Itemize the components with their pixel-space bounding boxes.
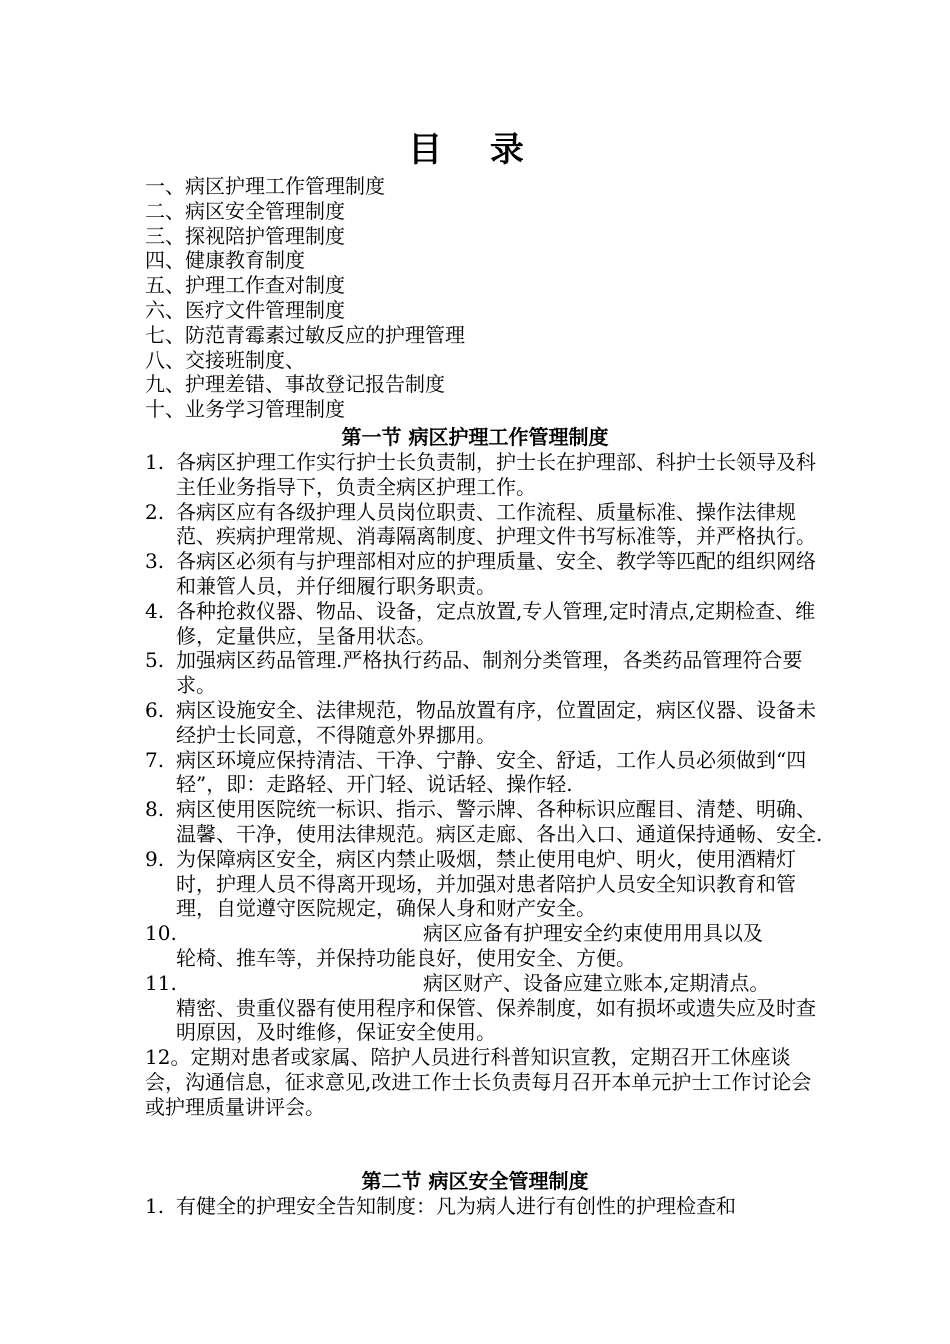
item-text: 有健全的护理安全告知制度：凡为病人进行有创性的护理检查和 xyxy=(176,1194,736,1218)
table-of-contents xyxy=(145,174,465,422)
toc-item: 七、防范青霉素过敏反应的护理管理 xyxy=(145,322,465,347)
item-number: 1. xyxy=(145,450,165,474)
toc-item: 九、护理差错、事故登记报告制度 xyxy=(145,372,445,397)
item-text: 各种抢救仪器、物品、设备，定点放置,专人管理,定时清点,定期检查、维修，定量供应，呈备用状态。 xyxy=(176,598,816,648)
item-text: 轮椅、推车等，并保持功能良好，使用安全、方便。 xyxy=(176,945,636,970)
item-text: 各病区必须有与护理部相对应的护理质量、安全、教学等匹配的组织网络和兼管人员，并仔细履行职务职责。 xyxy=(176,549,816,598)
list-item xyxy=(145,599,825,649)
item-number: 5. xyxy=(145,648,165,673)
item-number: 7. xyxy=(145,747,165,772)
toc-item: 六、医疗文件管理制度 xyxy=(145,297,345,322)
toc-item: 八、交接班制度、 xyxy=(145,347,305,372)
item-number: 2. xyxy=(145,499,165,524)
item-number: 8. xyxy=(145,797,165,822)
section-1-body xyxy=(145,450,825,1120)
section-2-heading: 第二节 病区安全管理制度 xyxy=(361,1169,589,1193)
item-number: 10. xyxy=(145,921,177,946)
list-item xyxy=(145,698,825,748)
list-item xyxy=(145,748,825,798)
item-number: 11. xyxy=(145,970,177,995)
item-text: 加强病区药品管理.严格执行药品、制剂分类管理，各类药品管理符合要求。 xyxy=(176,648,803,698)
item-number: 4. xyxy=(145,598,165,623)
toc-item: 二、病区安全管理制度 xyxy=(145,198,345,223)
toc-item: 一、病区护理工作管理制度 xyxy=(145,174,385,198)
item-number: 9. xyxy=(145,846,165,871)
item-text: 病区环境应保持清洁、干净、宁静、安全、舒适，工作人员必须做到“四轻”，即：走路轻、开门轻、说话轻、操作轻. xyxy=(176,747,807,797)
list-item: 12。定期对患者或家属、陪护人员进行科普知识宣教，定期召开工休座谈会，沟通信息，征求意见,改进工作士长负责每月召开本单元护士工作讨论会或护理质量讲评会。 xyxy=(145,1045,812,1119)
section-2-body xyxy=(145,1194,825,1219)
item-first-line xyxy=(145,921,825,946)
list-item xyxy=(145,549,825,599)
toc-item: 四、健康教育制度 xyxy=(145,248,305,273)
list-item xyxy=(145,847,825,921)
item-text: 精密、贵重仪器有使用程序和保管、保养制度，如有损坏或遗失应及时查明原因，及时维修，保证安全使用。 xyxy=(176,995,816,1045)
list-item xyxy=(145,797,825,847)
section-1-heading: 第一节 病区护理工作管理制度 xyxy=(341,425,609,449)
toc-item: 三、探视陪护管理制度 xyxy=(145,223,345,248)
item-number: 3. xyxy=(145,549,165,574)
item-text: 病区财产、设备应建立账本,定期清点。 xyxy=(423,970,770,995)
item-text: 病区应备有护理安全约束使用用具以及 xyxy=(423,921,763,946)
item-text: 病区设施安全、法律规范，物品放置有序，位置固定，病区仪器、设备未经护士长同意，不得随意外界挪用。 xyxy=(176,697,816,747)
toc-item: 五、护理工作查对制度 xyxy=(145,273,345,298)
toc-item: 十、业务学习管理制度 xyxy=(145,397,345,422)
item-text: 病区使用医院统一标识、指示、警示牌、各种标识应醒目、清楚、明确、温馨、干净，使用法律规范。病区走廊、各出入口、通道保持通畅、安全. xyxy=(176,797,823,846)
item-number: 6. xyxy=(145,697,165,722)
item-text: 为保障病区安全，病区内禁止吸烟，禁止使用电炉、明火，使用酒精灯时，护理人员不得离开现场，并加强对患者陪护人员安全知识教育和管理，自觉遵守医院规定，确保人身和财产安全。 xyxy=(176,846,796,921)
list-item xyxy=(145,971,825,1045)
item-text: 各病区护理工作实行护士长负责制，护士长在护理部、科护士长领导及科主任业务指导下，负责全病区护理工作。 xyxy=(176,450,816,499)
item-number: 1. xyxy=(145,1194,165,1218)
page-title: 目 录 xyxy=(408,130,542,170)
list-item xyxy=(145,921,825,971)
list-item xyxy=(145,648,825,698)
item-text: 各病区应有各级护理人员岗位职责、工作流程、质量标准、操作法律规范、疾病护理常规、消毒隔离制度、护理文件书写标准等，并严格执行。 xyxy=(176,499,816,549)
list-item xyxy=(145,1194,825,1219)
list-item xyxy=(145,500,825,550)
list-item xyxy=(145,450,825,500)
item-first-line xyxy=(145,971,825,996)
